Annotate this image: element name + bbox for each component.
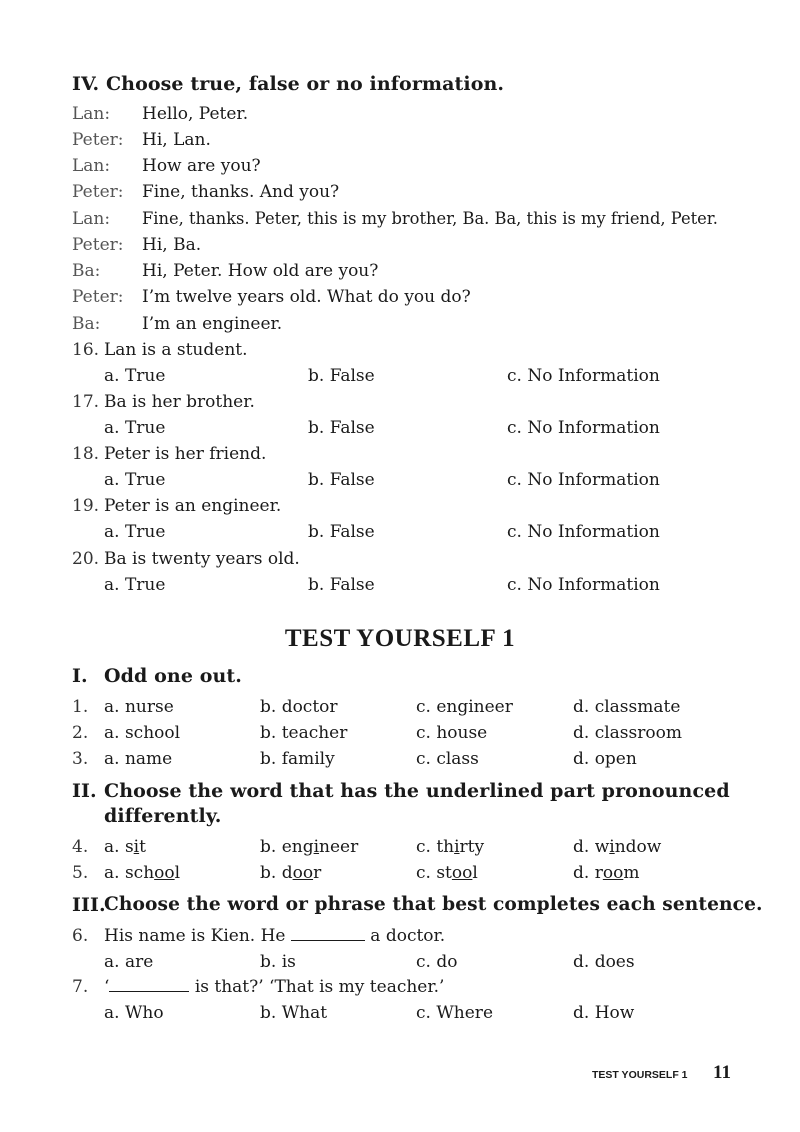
option-c[interactable]: c. stool xyxy=(416,863,478,883)
question-text: Peter is her friend. xyxy=(104,444,267,464)
option-a[interactable]: a. True xyxy=(104,366,166,386)
speaker: Lan: xyxy=(72,156,111,176)
option-b[interactable]: b. door xyxy=(260,863,322,883)
item-number: 7. xyxy=(72,977,89,997)
item-number: 2. xyxy=(72,723,89,743)
option-a[interactable]: a. True xyxy=(104,470,166,490)
question-number: 17. xyxy=(72,392,100,412)
section-iii-title: Choose the word or phrase that best completes each sentence. xyxy=(104,894,763,915)
speaker: Ba: xyxy=(72,314,101,334)
option-a[interactable]: a. are xyxy=(104,952,154,972)
question-text: Ba is twenty years old. xyxy=(104,549,300,569)
question-number: 20. xyxy=(72,549,100,569)
option-d[interactable]: d. window xyxy=(573,837,662,857)
question-text: Ba is her brother. xyxy=(104,392,255,412)
question-text: Peter is an engineer. xyxy=(104,496,282,516)
item-number: 6. xyxy=(72,926,89,946)
section-ii-title-line2: differently. xyxy=(104,805,222,827)
option-c[interactable]: c. No Information xyxy=(507,418,660,438)
option-a[interactable]: a. name xyxy=(104,749,173,769)
option-a[interactable]: a. True xyxy=(104,418,166,438)
dialogue-line: Hi, Peter. How old are you? xyxy=(142,261,379,281)
sentence-end: a doctor. xyxy=(370,926,446,946)
section-i-title: Odd one out. xyxy=(104,665,243,687)
option-a[interactable]: a. True xyxy=(104,575,166,595)
option-b[interactable]: b. False xyxy=(308,470,375,490)
speaker: Peter: xyxy=(72,287,124,307)
option-b[interactable]: b. False xyxy=(308,366,375,386)
option-b[interactable]: b. teacher xyxy=(260,723,348,743)
sentence xyxy=(104,926,445,946)
dialogue-line: I’m twelve years old. What do you do? xyxy=(142,287,471,307)
underlined-part: oo xyxy=(292,863,314,883)
underlined-part: i xyxy=(313,837,320,857)
option-c[interactable]: c. do xyxy=(416,952,458,972)
underlined-part: i xyxy=(133,837,140,857)
open-quote: ‘ xyxy=(104,977,110,997)
question-number: 19. xyxy=(72,496,100,516)
underlined-part: oo xyxy=(154,863,175,883)
option-a[interactable]: a. Who xyxy=(104,1003,164,1023)
speaker: Peter: xyxy=(72,235,124,255)
speaker: Peter: xyxy=(72,130,124,150)
option-a[interactable]: a. True xyxy=(104,522,166,542)
underlined-part: oo xyxy=(602,863,624,883)
option-a[interactable]: a. nurse xyxy=(104,697,174,717)
option-b[interactable]: b. doctor xyxy=(260,697,338,717)
dialogue-line: How are you? xyxy=(142,156,261,176)
answer-blank[interactable] xyxy=(109,977,189,992)
section-ii-number: II. xyxy=(72,780,97,802)
option-d[interactable]: d. open xyxy=(573,749,637,769)
dialogue-line: Hi, Ba. xyxy=(142,235,202,255)
dialogue-line: Hi, Lan. xyxy=(142,130,211,150)
option-c[interactable]: c. No Information xyxy=(507,366,660,386)
question-text: Lan is a student. xyxy=(104,340,248,360)
option-b[interactable]: b. False xyxy=(308,522,375,542)
option-d[interactable]: d. room xyxy=(573,863,640,883)
option-b[interactable]: b. False xyxy=(308,575,375,595)
dialogue-line: I’m an engineer. xyxy=(142,314,283,334)
option-c[interactable]: c. engineer xyxy=(416,697,513,717)
item-number: 3. xyxy=(72,749,89,769)
sentence-end: is that?’ ‘That is my teacher.’ xyxy=(194,977,445,997)
footer-label: TEST YOURSELF 1 xyxy=(592,1069,688,1081)
option-b[interactable]: b. engineer xyxy=(260,837,359,857)
item-number: 5. xyxy=(72,863,89,883)
sentence-start: His name is Kien. He xyxy=(104,926,286,946)
option-c[interactable]: c. thirty xyxy=(416,837,485,857)
option-a[interactable]: a. school xyxy=(104,723,181,743)
dialogue-line: Hello, Peter. xyxy=(142,104,249,124)
option-b[interactable]: b. What xyxy=(260,1003,328,1023)
section-ii-title-line1: Choose the word that has the underlined part pronounced xyxy=(104,780,730,802)
option-c[interactable]: c. No Information xyxy=(507,470,660,490)
underlined-part: i xyxy=(609,837,615,857)
item-number: 4. xyxy=(72,837,89,857)
question-number: 18. xyxy=(72,444,100,464)
section-iv-heading: IV. Choose true, false or no information. xyxy=(72,73,505,95)
option-d[interactable]: d. classroom xyxy=(573,723,682,743)
dialogue-line: Fine, thanks. Peter, this is my brother, Ba. Ba, this is my friend, Peter. xyxy=(142,209,718,228)
option-b[interactable]: b. family xyxy=(260,749,335,769)
option-c[interactable]: c. No Information xyxy=(507,575,660,595)
section-i-number: I. xyxy=(72,665,88,687)
option-d[interactable]: d. classmate xyxy=(573,697,681,717)
option-d[interactable]: d. does xyxy=(573,952,635,972)
option-c[interactable]: c. No Information xyxy=(507,522,660,542)
option-a[interactable]: a. school xyxy=(104,863,181,883)
sentence xyxy=(104,977,444,997)
speaker: Peter: xyxy=(72,182,124,202)
option-a[interactable]: a. sit xyxy=(104,837,146,857)
option-b[interactable]: b. is xyxy=(260,952,296,972)
item-number: 1. xyxy=(72,697,89,717)
option-b[interactable]: b. False xyxy=(308,418,375,438)
option-c[interactable]: c. Where xyxy=(416,1003,493,1023)
option-c[interactable]: c. house xyxy=(416,723,488,743)
section-iii-number: III. xyxy=(72,894,106,916)
speaker: Ba: xyxy=(72,261,101,281)
speaker: Lan: xyxy=(72,104,111,124)
speaker: Lan: xyxy=(72,209,111,229)
option-c[interactable]: c. class xyxy=(416,749,479,769)
page-number: 11 xyxy=(713,1062,731,1083)
question-number: 16. xyxy=(72,340,100,360)
answer-blank[interactable] xyxy=(291,926,365,941)
underlined-part: i xyxy=(454,837,460,857)
option-d[interactable]: d. How xyxy=(573,1003,635,1023)
underlined-part: oo xyxy=(451,863,473,883)
test-title: TEST YOURSELF 1 xyxy=(284,625,516,652)
dialogue-line: Fine, thanks. And you? xyxy=(142,182,340,202)
